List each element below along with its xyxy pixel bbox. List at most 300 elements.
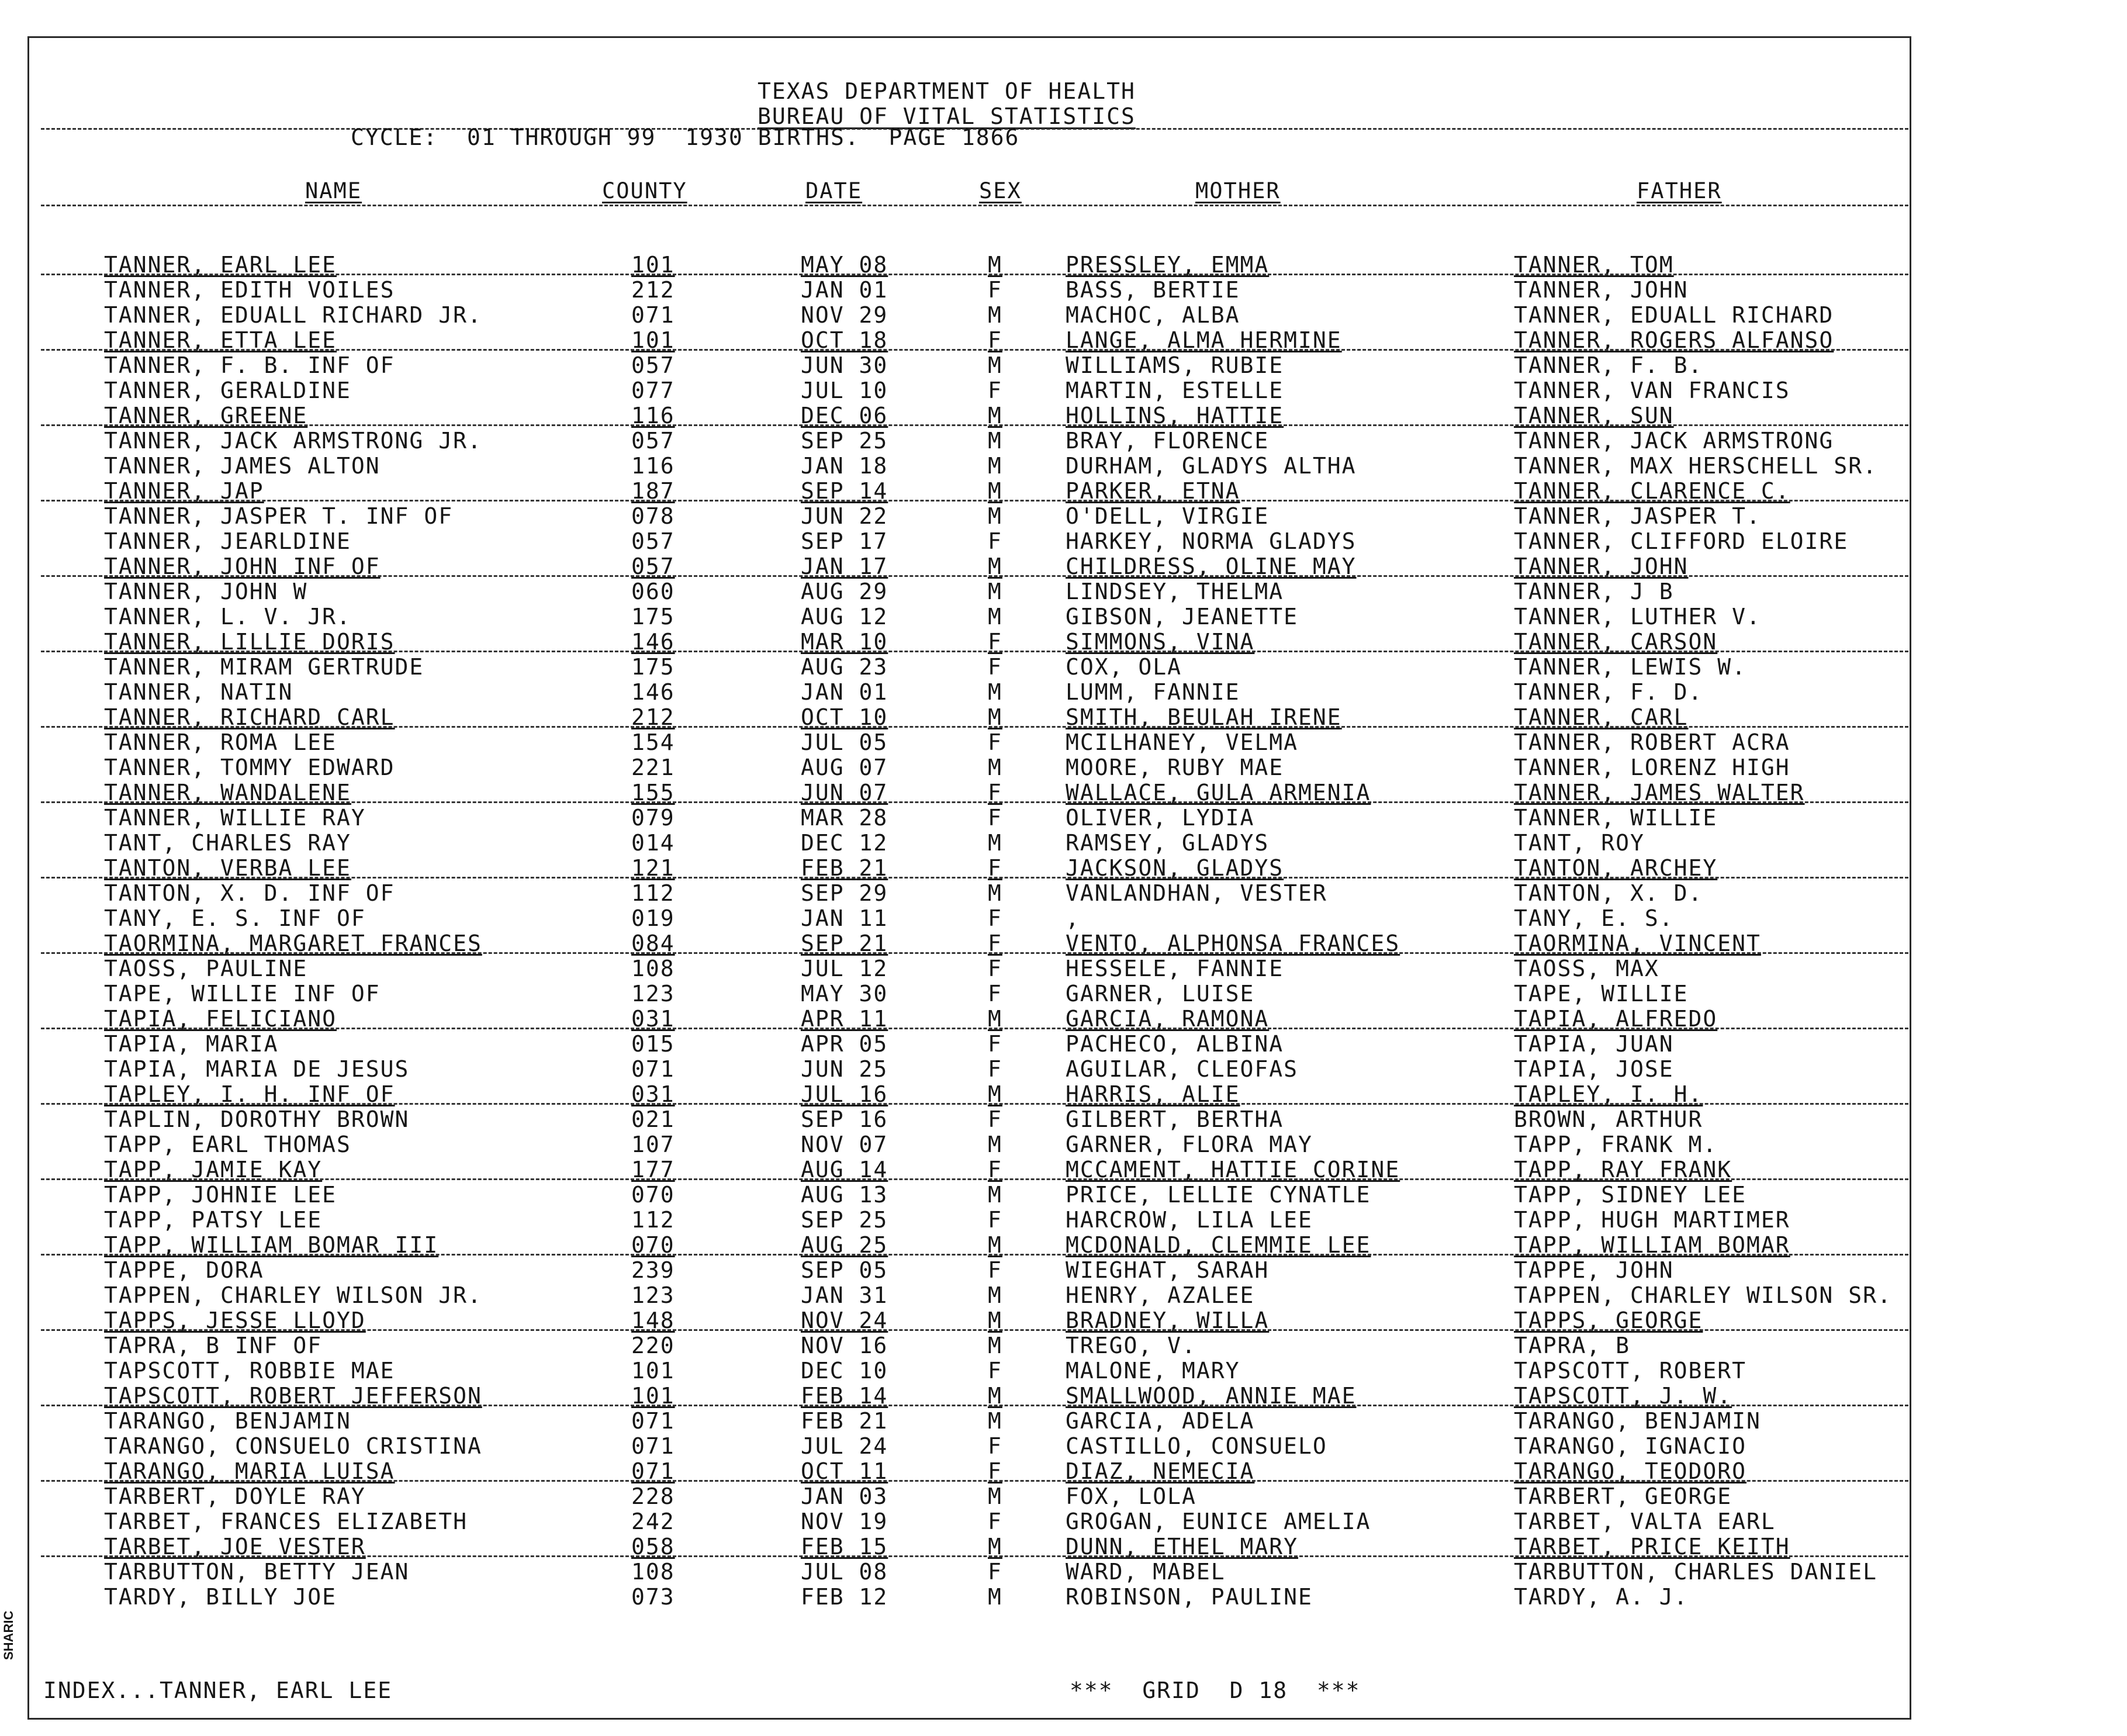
record-name: TANY, E. S. INF OF	[104, 905, 366, 931]
record-date: JAN 11	[801, 905, 888, 931]
record-mother: BRADNEY, WILLA	[1066, 1308, 1270, 1333]
footer-index: INDEX...TANNER, EARL LEE	[43, 1678, 393, 1703]
record-row	[0, 1484, 1911, 1509]
record-father: TANNER, MAX HERSCHELL SR.	[1514, 453, 1877, 479]
record-name: TANNER, WILLIE RAY	[104, 805, 366, 831]
record-county: 108	[631, 956, 675, 981]
record-father: TANNER, TOM	[1514, 252, 1674, 278]
record-father: TAOSS, MAX	[1514, 956, 1659, 981]
record-row	[0, 504, 1911, 529]
record-father: TAPP, WILLIAM BOMAR	[1514, 1232, 1790, 1258]
group-rule	[41, 349, 1908, 351]
group-rule	[41, 1480, 1908, 1482]
record-county: 084	[631, 931, 675, 956]
record-row	[0, 378, 1911, 403]
record-date: MAY 08	[801, 252, 888, 278]
col-header-father: FATHER	[1637, 178, 1722, 203]
record-father: TANNER, F. B.	[1514, 352, 1703, 378]
record-name: TAPP, PATSY LEE	[104, 1207, 323, 1233]
record-name: TANNER, EARL LEE	[104, 252, 337, 278]
record-county: 146	[631, 629, 675, 655]
record-county: 071	[631, 1408, 675, 1434]
record-mother: MALONE, MARY	[1066, 1358, 1240, 1384]
record-name: TANNER, L. V. JR.	[104, 604, 351, 630]
record-sex: M	[988, 1308, 1002, 1333]
group-rule	[41, 424, 1908, 426]
record-row	[0, 981, 1911, 1007]
record-row	[0, 353, 1911, 378]
record-date: JUL 10	[801, 378, 888, 403]
record-date: SEP 25	[801, 428, 888, 454]
col-header-mother: MOTHER	[1195, 178, 1281, 203]
record-date: SEP 14	[801, 478, 888, 504]
record-sex: M	[988, 1534, 1002, 1559]
record-mother: GARCIA, RAMONA	[1066, 1006, 1270, 1032]
record-name: TANTON, VERBA LEE	[104, 855, 351, 881]
record-mother: COX, OLA	[1066, 654, 1182, 680]
record-sex: F	[988, 1207, 1002, 1233]
group-rule	[41, 1178, 1908, 1180]
record-name: TANNER, ROMA LEE	[104, 729, 337, 755]
record-row	[0, 1258, 1911, 1283]
record-name: TANNER, JEARLDINE	[104, 528, 351, 554]
record-row	[0, 1559, 1911, 1585]
record-sex: M	[988, 554, 1002, 579]
record-date: AUG 07	[801, 755, 888, 780]
record-father: TARBUTTON, CHARLES DANIEL	[1514, 1559, 1877, 1585]
record-mother: HARKEY, NORMA GLADYS	[1066, 528, 1357, 554]
record-sex: F	[988, 931, 1002, 956]
record-sex: F	[988, 1509, 1002, 1534]
record-date: APR 11	[801, 1006, 888, 1032]
record-sex: M	[988, 252, 1002, 278]
record-father: TAPIA, ALFREDO	[1514, 1006, 1718, 1032]
record-row	[0, 1208, 1911, 1233]
record-county: 079	[631, 805, 675, 831]
record-date: SEP 05	[801, 1257, 888, 1283]
record-name: TANNER, TOMMY EDWARD	[104, 755, 395, 780]
record-mother: HENRY, AZALEE	[1066, 1282, 1255, 1308]
record-date: AUG 23	[801, 654, 888, 680]
record-mother: MCCAMENT, HATTIE CORINE	[1066, 1157, 1400, 1182]
record-father: TANNER, CARL	[1514, 704, 1689, 730]
record-date: JUN 30	[801, 352, 888, 378]
record-mother: HARRIS, ALIE	[1066, 1081, 1240, 1107]
record-sex: M	[988, 604, 1002, 630]
record-sex: F	[988, 1358, 1002, 1384]
record-sex: M	[988, 1483, 1002, 1509]
record-county: 123	[631, 1282, 675, 1308]
record-sex: M	[988, 755, 1002, 780]
record-county: 148	[631, 1308, 675, 1333]
record-name: TANNER, JOHN INF OF	[104, 554, 381, 579]
record-father: TARANGO, BENJAMIN	[1514, 1408, 1761, 1434]
record-father: TANY, E. S.	[1514, 905, 1674, 931]
record-mother: DUNN, ETHEL MARY	[1066, 1534, 1299, 1559]
record-date: NOV 16	[801, 1333, 888, 1358]
record-sex: M	[988, 579, 1002, 604]
record-sex: M	[988, 1408, 1002, 1434]
record-father: TANNER, SUN	[1514, 403, 1674, 428]
record-sex: F	[988, 981, 1002, 1007]
record-row	[0, 1333, 1911, 1358]
record-county: 187	[631, 478, 675, 504]
record-county: 155	[631, 780, 675, 805]
record-date: JAN 01	[801, 277, 888, 303]
record-sex: F	[988, 378, 1002, 403]
record-date: DEC 10	[801, 1358, 888, 1384]
record-mother: SMITH, BEULAH IRENE	[1066, 704, 1342, 730]
record-date: AUG 25	[801, 1232, 888, 1258]
record-name: TAPLEY, I. H. INF OF	[104, 1081, 395, 1107]
record-county: 101	[631, 1383, 675, 1409]
record-father: TANNER, F. D.	[1514, 679, 1703, 705]
record-county: 220	[631, 1333, 675, 1358]
record-mother: HOLLINS, HATTIE	[1066, 403, 1284, 428]
record-date: FEB 14	[801, 1383, 888, 1409]
record-name: TANT, CHARLES RAY	[104, 830, 351, 856]
record-name: TAORMINA, MARGARET FRANCES	[104, 931, 482, 956]
record-sex: M	[988, 1232, 1002, 1258]
record-mother: AGUILAR, CLEOFAS	[1066, 1056, 1299, 1082]
record-father: TARBET, PRICE KEITH	[1514, 1534, 1790, 1559]
record-sex: M	[988, 1006, 1002, 1032]
group-rule	[41, 1103, 1908, 1105]
record-date: FEB 21	[801, 1408, 888, 1434]
record-row	[0, 906, 1911, 931]
group-rule	[41, 952, 1908, 954]
record-sex: M	[988, 302, 1002, 328]
group-rule	[41, 274, 1908, 275]
record-father: TANNER, JAMES WALTER	[1514, 780, 1805, 805]
col-header-name: NAME	[305, 178, 362, 203]
record-father: TAPP, HUGH MARTIMER	[1514, 1207, 1790, 1233]
record-row	[0, 1132, 1911, 1157]
record-date: JUL 12	[801, 956, 888, 981]
record-name: TANNER, JACK ARMSTRONG JR.	[104, 428, 482, 454]
record-name: TAPPEN, CHARLEY WILSON JR.	[104, 1282, 482, 1308]
record-county: 057	[631, 352, 675, 378]
record-sex: F	[988, 1458, 1002, 1484]
record-father: TAPPE, JOHN	[1514, 1257, 1674, 1283]
record-sex: F	[988, 528, 1002, 554]
record-name: TANNER, EDITH VOILES	[104, 277, 395, 303]
record-sex: F	[988, 654, 1002, 680]
record-mother: MOORE, RUBY MAE	[1066, 755, 1284, 780]
group-rule	[41, 1028, 1908, 1029]
record-county: 031	[631, 1081, 675, 1107]
group-rule	[41, 1405, 1908, 1406]
record-name: TANNER, WANDALENE	[104, 780, 351, 805]
record-name: TAPP, EARL THOMAS	[104, 1132, 351, 1157]
record-row	[0, 454, 1911, 479]
record-county: 101	[631, 252, 675, 278]
record-sex: M	[988, 880, 1002, 906]
record-row	[0, 1509, 1911, 1534]
record-name: TAPSCOTT, ROBBIE MAE	[104, 1358, 395, 1384]
record-date: AUG 14	[801, 1157, 888, 1182]
record-mother: LANGE, ALMA HERMINE	[1066, 327, 1342, 353]
record-county: 154	[631, 729, 675, 755]
record-county: 071	[631, 1433, 675, 1459]
record-row	[0, 579, 1911, 604]
record-father: TANNER, CLARENCE C.	[1514, 478, 1790, 504]
record-father: TAORMINA, VINCENT	[1514, 931, 1761, 956]
record-name: TAPLIN, DOROTHY BROWN	[104, 1106, 410, 1132]
record-row	[0, 278, 1911, 303]
record-sex: F	[988, 729, 1002, 755]
record-sex: F	[988, 780, 1002, 805]
group-rule	[41, 877, 1908, 879]
record-father: TARDY, A. J.	[1514, 1584, 1689, 1610]
record-mother: VENTO, ALPHONSA FRANCES	[1066, 931, 1400, 956]
record-county: 071	[631, 1458, 675, 1484]
header-cycle: CYCLE: 01 THROUGH 99 1930 BIRTHS. PAGE 1866	[351, 125, 1020, 150]
record-row	[0, 730, 1911, 755]
record-sex: F	[988, 956, 1002, 981]
record-county: 101	[631, 327, 675, 353]
record-sex: M	[988, 352, 1002, 378]
record-mother: GROGAN, EUNICE AMELIA	[1066, 1509, 1371, 1534]
record-sex: F	[988, 327, 1002, 353]
group-rule	[41, 651, 1908, 652]
record-mother: PRICE, LELLIE CYNATLE	[1066, 1182, 1371, 1208]
record-name: TANNER, LILLIE DORIS	[104, 629, 395, 655]
record-date: JUN 22	[801, 503, 888, 529]
record-father: BROWN, ARTHUR	[1514, 1106, 1703, 1132]
record-father: TAPP, RAY FRANK	[1514, 1157, 1732, 1182]
record-name: TAPP, JAMIE KAY	[104, 1157, 323, 1182]
record-mother: OLIVER, LYDIA	[1066, 805, 1255, 831]
record-date: NOV 29	[801, 302, 888, 328]
record-mother: WALLACE, GULA ARMENIA	[1066, 780, 1371, 805]
record-date: JUL 16	[801, 1081, 888, 1107]
record-father: TANNER, VAN FRANCIS	[1514, 378, 1790, 403]
record-county: 116	[631, 453, 675, 479]
col-header-county: COUNTY	[602, 178, 687, 203]
record-date: FEB 12	[801, 1584, 888, 1610]
record-date: FEB 15	[801, 1534, 888, 1559]
record-name: TAPPE, DORA	[104, 1257, 264, 1283]
record-mother: O'DELL, VIRGIE	[1066, 503, 1270, 529]
record-county: 175	[631, 604, 675, 630]
column-header-rule	[41, 205, 1908, 206]
record-date: NOV 24	[801, 1308, 888, 1333]
record-county: 071	[631, 1056, 675, 1082]
record-sex: F	[988, 1056, 1002, 1082]
record-county: 175	[631, 654, 675, 680]
record-date: SEP 21	[801, 931, 888, 956]
record-father: TARBERT, GEORGE	[1514, 1483, 1732, 1509]
record-county: 078	[631, 503, 675, 529]
record-father: TARANGO, IGNACIO	[1514, 1433, 1747, 1459]
record-mother: ,	[1066, 905, 1080, 931]
record-mother: GARNER, FLORA MAY	[1066, 1132, 1313, 1157]
record-date: MAR 28	[801, 805, 888, 831]
record-father: TANNER, LORENZ HIGH	[1514, 755, 1790, 780]
record-row	[0, 1283, 1911, 1308]
record-mother: CHILDRESS, OLINE MAY	[1066, 554, 1357, 579]
record-name: TAPIA, FELICIANO	[104, 1006, 337, 1032]
record-name: TANNER, JOHN W	[104, 579, 308, 604]
record-county: 021	[631, 1106, 675, 1132]
record-name: TAPIA, MARIA DE JESUS	[104, 1056, 410, 1082]
record-name: TAPSCOTT, ROBERT JEFFERSON	[104, 1383, 482, 1409]
record-row	[0, 805, 1911, 831]
record-mother: PARKER, ETNA	[1066, 478, 1240, 504]
record-name: TAPPS, JESSE LLOYD	[104, 1308, 366, 1333]
record-row	[0, 1358, 1911, 1384]
record-county: 057	[631, 428, 675, 454]
record-sex: M	[988, 679, 1002, 705]
record-county: 070	[631, 1232, 675, 1258]
record-row	[0, 303, 1911, 328]
group-rule	[41, 726, 1908, 728]
record-sex: F	[988, 1106, 1002, 1132]
record-name: TANNER, F. B. INF OF	[104, 352, 395, 378]
record-father: TAPE, WILLIE	[1514, 981, 1689, 1007]
record-father: TAPP, FRANK M.	[1514, 1132, 1718, 1157]
record-county: 146	[631, 679, 675, 705]
record-mother: PACHECO, ALBINA	[1066, 1031, 1284, 1057]
record-father: TANNER, CARSON	[1514, 629, 1718, 655]
record-name: TANNER, GERALDINE	[104, 378, 351, 403]
record-father: TANTON, ARCHEY	[1514, 855, 1718, 881]
record-county: 070	[631, 1182, 675, 1208]
record-mother: MACHOC, ALBA	[1066, 302, 1240, 328]
record-row	[0, 428, 1911, 454]
group-rule	[41, 801, 1908, 803]
record-sex: F	[988, 1559, 1002, 1585]
group-rule	[41, 1555, 1908, 1557]
record-date: APR 05	[801, 1031, 888, 1057]
record-name: TANNER, JAMES ALTON	[104, 453, 381, 479]
record-mother: MCILHANEY, VELMA	[1066, 729, 1299, 755]
record-name: TANNER, GREENE	[104, 403, 308, 428]
record-date: JUL 24	[801, 1433, 888, 1459]
record-father: TAPIA, JUAN	[1514, 1031, 1674, 1057]
group-rule	[41, 1329, 1908, 1331]
record-county: 123	[631, 981, 675, 1007]
record-date: FEB 21	[801, 855, 888, 881]
record-father: TANNER, WILLIE	[1514, 805, 1718, 831]
record-county: 177	[631, 1157, 675, 1182]
record-father: TANNER, JOHN	[1514, 277, 1689, 303]
record-mother: LINDSEY, THELMA	[1066, 579, 1284, 604]
record-county: 031	[631, 1006, 675, 1032]
record-county: 057	[631, 528, 675, 554]
record-sex: M	[988, 403, 1002, 428]
record-date: JUL 05	[801, 729, 888, 755]
record-county: 073	[631, 1584, 675, 1610]
record-row	[0, 680, 1911, 705]
record-sex: F	[988, 805, 1002, 831]
record-date: DEC 06	[801, 403, 888, 428]
record-county: 014	[631, 830, 675, 856]
record-sex: M	[988, 1182, 1002, 1208]
record-date: JAN 01	[801, 679, 888, 705]
record-county: 221	[631, 755, 675, 780]
record-sex: M	[988, 1081, 1002, 1107]
record-father: TAPP, SIDNEY LEE	[1514, 1182, 1747, 1208]
record-mother: MCDONALD, CLEMMIE LEE	[1066, 1232, 1371, 1258]
record-name: TAPP, JOHNIE LEE	[104, 1182, 337, 1208]
record-name: TANTON, X. D. INF OF	[104, 880, 395, 906]
record-sex: F	[988, 1257, 1002, 1283]
record-date: MAY 30	[801, 981, 888, 1007]
record-name: TANNER, RICHARD CARL	[104, 704, 395, 730]
record-mother: SIMMONS, VINA	[1066, 629, 1255, 655]
record-mother: BASS, BERTIE	[1066, 277, 1240, 303]
footer-grid: *** GRID D 18 ***	[1070, 1678, 1361, 1703]
record-row	[0, 1032, 1911, 1057]
record-date: OCT 11	[801, 1458, 888, 1484]
record-mother: MARTIN, ESTELLE	[1066, 378, 1284, 403]
record-county: 057	[631, 554, 675, 579]
record-date: SEP 17	[801, 528, 888, 554]
record-sex: F	[988, 629, 1002, 655]
record-mother: HARCROW, LILA LEE	[1066, 1207, 1313, 1233]
record-date: AUG 13	[801, 1182, 888, 1208]
record-sex: M	[988, 478, 1002, 504]
record-name: TANNER, MIRAM GERTRUDE	[104, 654, 424, 680]
record-date: MAR 10	[801, 629, 888, 655]
group-rule	[41, 575, 1908, 577]
record-date: JUL 08	[801, 1559, 888, 1585]
record-date: SEP 25	[801, 1207, 888, 1233]
record-mother: CASTILLO, CONSUELO	[1066, 1433, 1327, 1459]
col-header-date: DATE	[805, 178, 863, 203]
record-county: 019	[631, 905, 675, 931]
record-name: TARBET, FRANCES ELIZABETH	[104, 1509, 468, 1534]
record-date: JAN 18	[801, 453, 888, 479]
record-mother: GILBERT, BERTHA	[1066, 1106, 1284, 1132]
record-father: TANNER, CLIFFORD ELOIRE	[1514, 528, 1849, 554]
record-county: 228	[631, 1483, 675, 1509]
col-header-sex: SEX	[979, 178, 1022, 203]
record-mother: RAMSEY, GLADYS	[1066, 830, 1270, 856]
record-name: TARBET, JOE VESTER	[104, 1534, 366, 1559]
record-sex: M	[988, 1132, 1002, 1157]
record-date: JUN 25	[801, 1056, 888, 1082]
record-county: 015	[631, 1031, 675, 1057]
record-father: TANNER, ROBERT ACRA	[1514, 729, 1790, 755]
record-father: TAPSCOTT, ROBERT	[1514, 1358, 1747, 1384]
record-mother: DIAZ, NEMECIA	[1066, 1458, 1255, 1484]
record-county: 121	[631, 855, 675, 881]
record-mother: PRESSLEY, EMMA	[1066, 252, 1270, 278]
record-mother: WARD, MABEL	[1066, 1559, 1226, 1585]
record-mother: HESSELE, FANNIE	[1066, 956, 1284, 981]
record-row	[0, 655, 1911, 680]
record-name: TAPP, WILLIAM BOMAR III	[104, 1232, 439, 1258]
record-row	[0, 529, 1911, 554]
record-county: 116	[631, 403, 675, 428]
record-county: 077	[631, 378, 675, 403]
record-mother: GIBSON, JEANETTE	[1066, 604, 1299, 630]
record-father: TANNER, EDUALL RICHARD	[1514, 302, 1834, 328]
group-rule	[41, 500, 1908, 502]
record-sex: M	[988, 1383, 1002, 1409]
record-county: 108	[631, 1559, 675, 1585]
record-date: JAN 31	[801, 1282, 888, 1308]
record-county: 112	[631, 1207, 675, 1233]
record-father: TANNER, ROGERS ALFANSO	[1514, 327, 1834, 353]
record-row	[0, 604, 1911, 630]
record-father: TAPLEY, I. H.	[1514, 1081, 1703, 1107]
record-name: TANNER, EDUALL RICHARD JR.	[104, 302, 482, 328]
record-county: 107	[631, 1132, 675, 1157]
